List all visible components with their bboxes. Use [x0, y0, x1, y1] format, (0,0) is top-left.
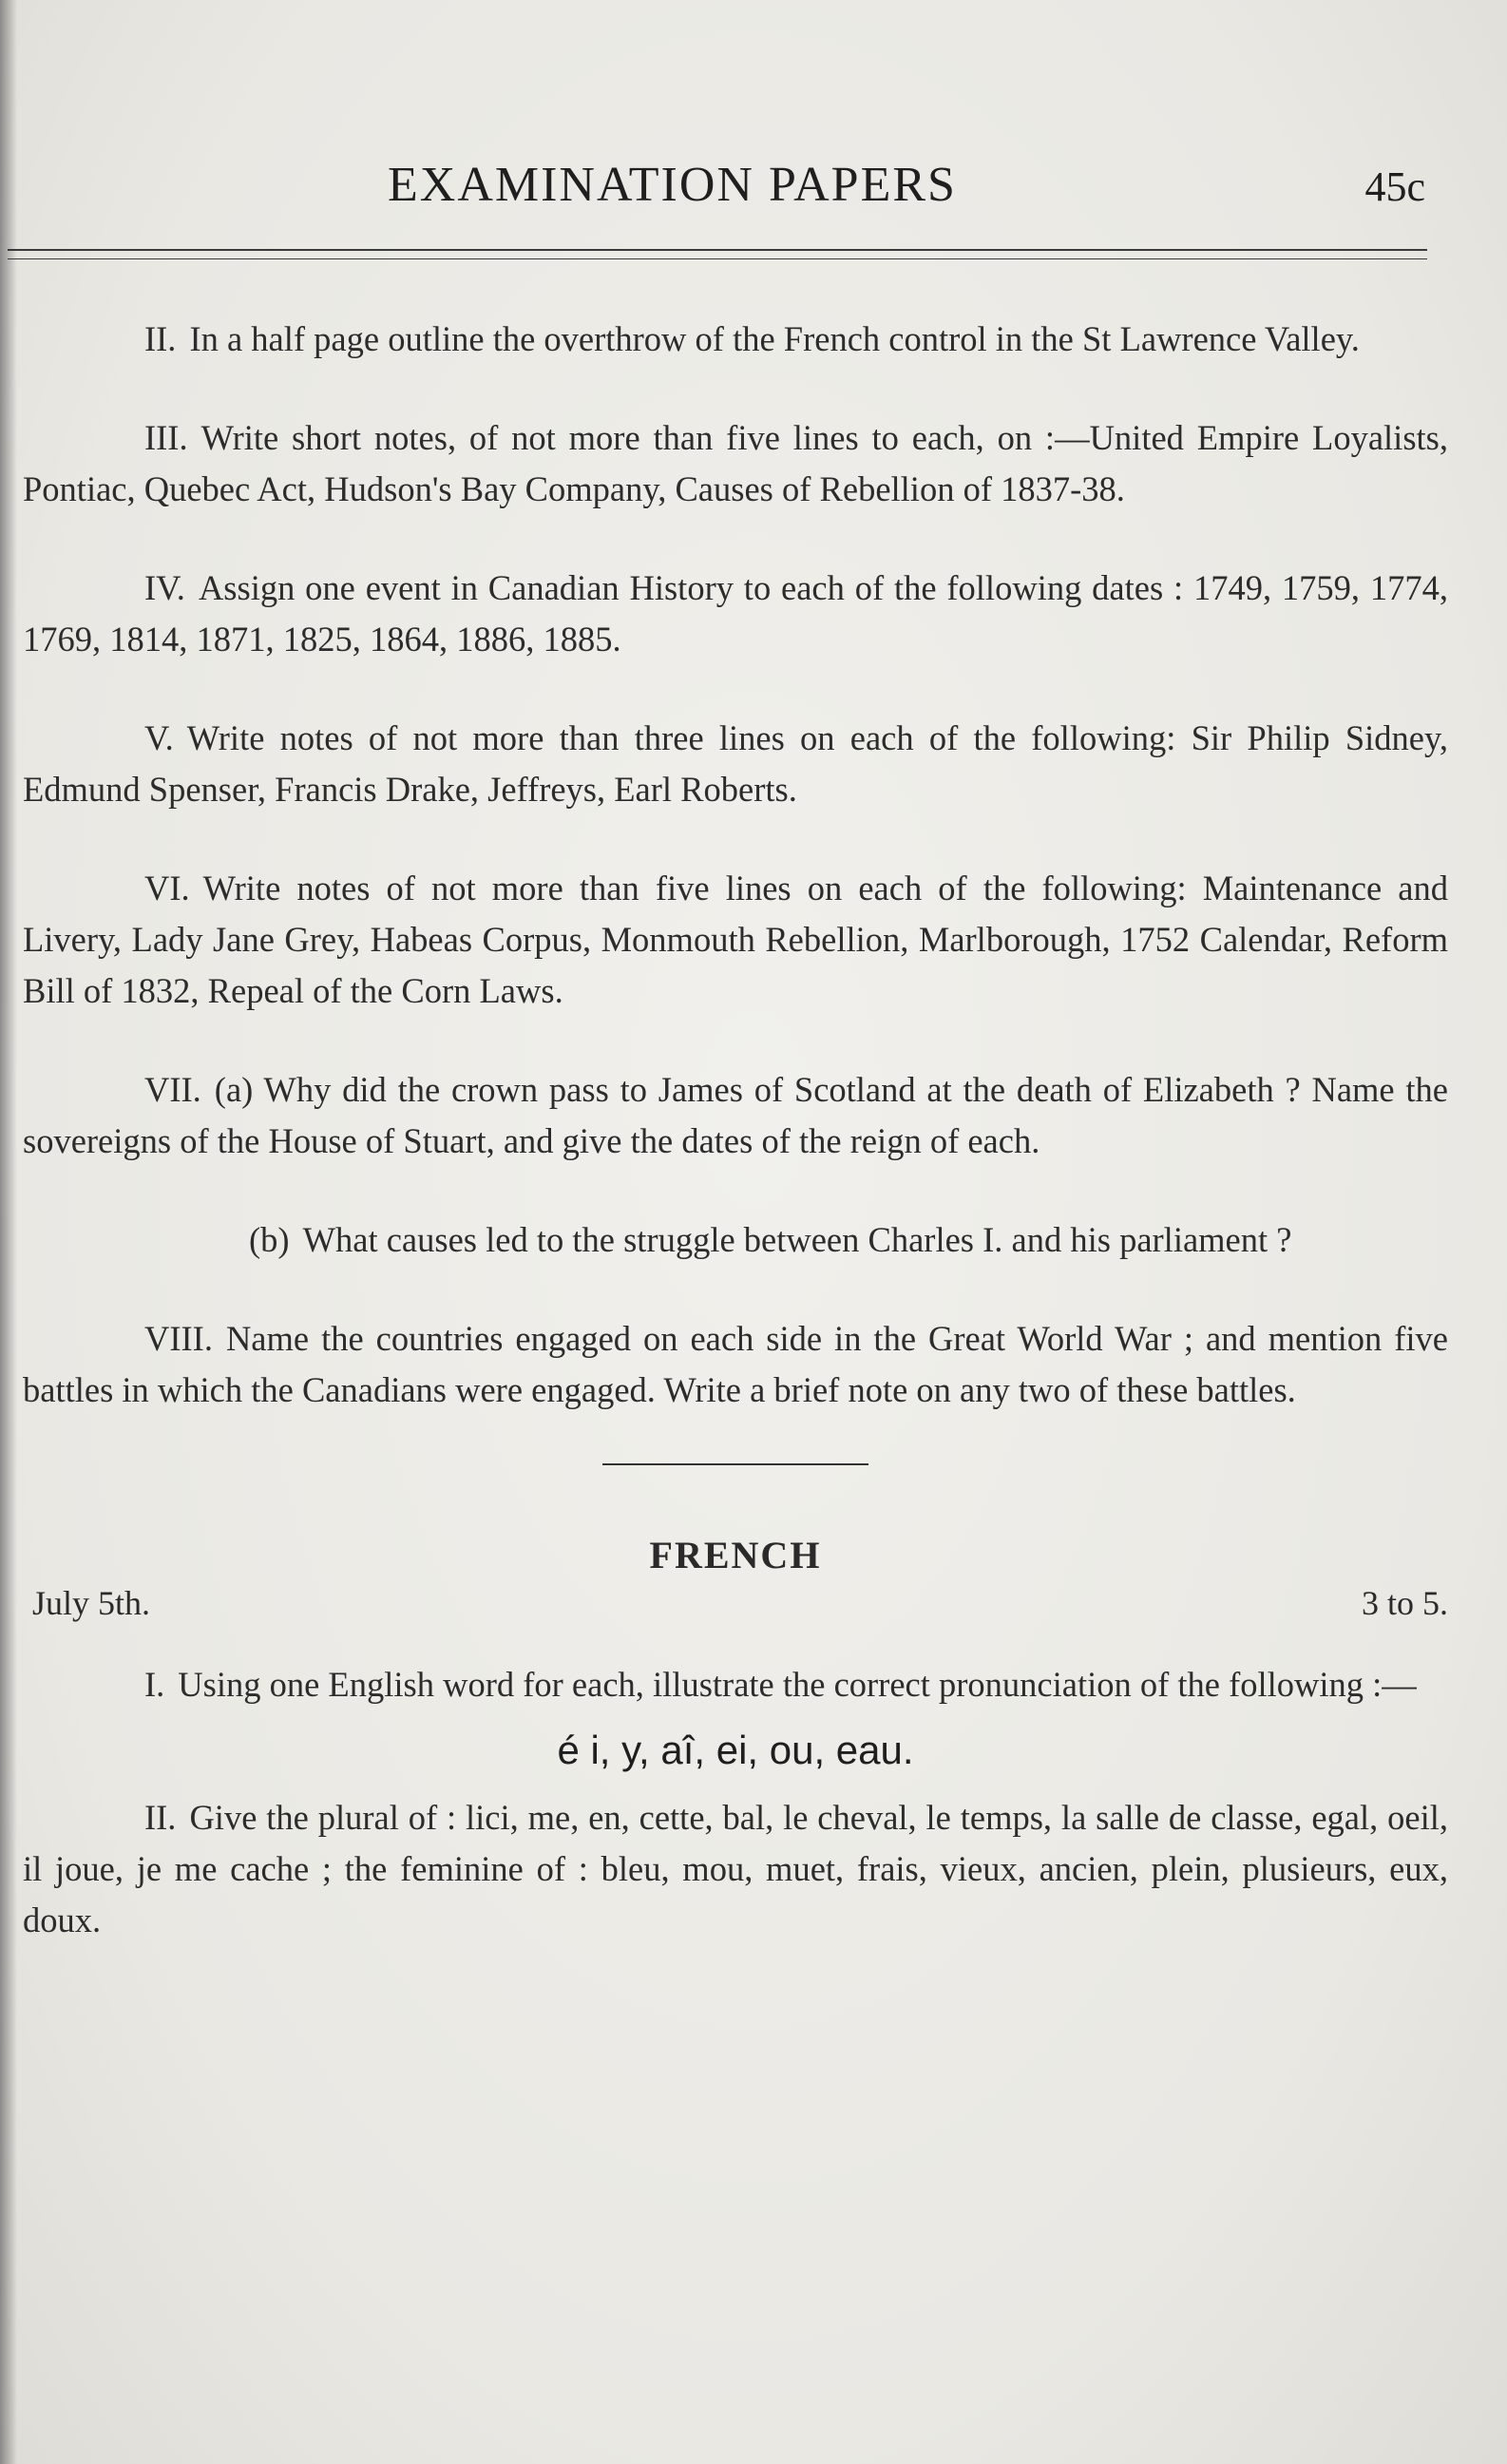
question-number: VII. [144, 1070, 201, 1109]
question-5 [23, 713, 1448, 815]
page-content [23, 314, 1448, 1994]
question-number: V. [144, 718, 174, 757]
question-text: Write notes of not more than five lines on each of the following: Maintenance and Livery, Lady Jane Grey, Habeas Corpus, Monmouth Rebellion, Marlborough, 1752 Calendar, Reform Bill of 1832, Repeal of the Corn Laws. [23, 869, 1448, 1010]
question-number: IV. [144, 568, 185, 607]
question-text: Write short notes, of not more than five lines to each, on :—United Empire Loyalists, Pontiac, Quebec Act, Hudson's Bay Company, Causes of Rebellion of 1837-38. [23, 418, 1448, 508]
question-number: II. [144, 1798, 177, 1837]
question-text: Assign one event in Canadian History to each of the following dates : 1749, 1759, 1774, 1769, 1814, 1871, 1825, 1864, 1886, 1885. [23, 568, 1448, 659]
exam-date: July 5th. [32, 1584, 151, 1622]
header-rule-top [8, 249, 1427, 251]
question-number: I. [144, 1665, 165, 1704]
page-edge-shadow [0, 0, 17, 2464]
pronunciation-sounds: é i, y, aî, ei, ou, eau. [557, 1728, 914, 1772]
question-text: Give the plural of : lici, me, en, cette, bal, le cheval, le temps, la salle de classe, egal, oeil, il joue, je me cache ; the feminine of : bleu, mou, muet, frais, vieux, ancien, plein, plusieurs, eux, doux. [23, 1798, 1448, 1939]
question-7b [23, 1214, 1448, 1266]
section-title: FRENCH [649, 1534, 822, 1576]
question-text: In a half page outline the overthrow of the French control in the St Lawrence Valley. [189, 319, 1360, 358]
question-text: Name the countries engaged on each side in the Great World War ; and mention five battles in which the Canadians were engaged. Write a brief note on any two of these battles. [23, 1319, 1448, 1409]
question-number: VI. [144, 869, 190, 907]
question-number: (b) [249, 1220, 290, 1259]
exam-dateline [23, 1579, 1448, 1627]
header-rule-bottom [8, 258, 1427, 259]
question-number: III. [144, 418, 188, 457]
question-2 [23, 314, 1448, 365]
running-title: EXAMINATION PAPERS [388, 158, 957, 212]
page-number: 45c [1364, 163, 1425, 210]
question-text: Using one English word for each, illustrate the correct pronunciation of the following :— [178, 1665, 1417, 1704]
question-3 [23, 412, 1448, 515]
exam-time: 3 to 5. [1361, 1584, 1448, 1622]
question-6 [23, 863, 1448, 1017]
question-number: VIII. [144, 1319, 213, 1358]
section-divider [602, 1463, 868, 1465]
question-text: (a) Why did the crown pass to James of Scotland at the death of Elizabeth ? Name the sovereigns of the House of Stuart, and give the dates of the reign of each. [23, 1070, 1448, 1160]
french-question-2 [23, 1792, 1448, 1946]
question-7a [23, 1064, 1448, 1167]
question-8 [23, 1313, 1448, 1416]
page-header [0, 157, 1507, 214]
question-text: Write notes of not more than three lines on each of the following: Sir Philip Sidney, Edmund Spenser, Francis Drake, Jeffreys, Earl Roberts. [23, 718, 1448, 809]
question-number: II. [144, 319, 177, 358]
question-4 [23, 563, 1448, 665]
french-question-1 [23, 1659, 1448, 1710]
question-text: What causes led to the struggle between Charles I. and his parliament ? [302, 1220, 1292, 1259]
